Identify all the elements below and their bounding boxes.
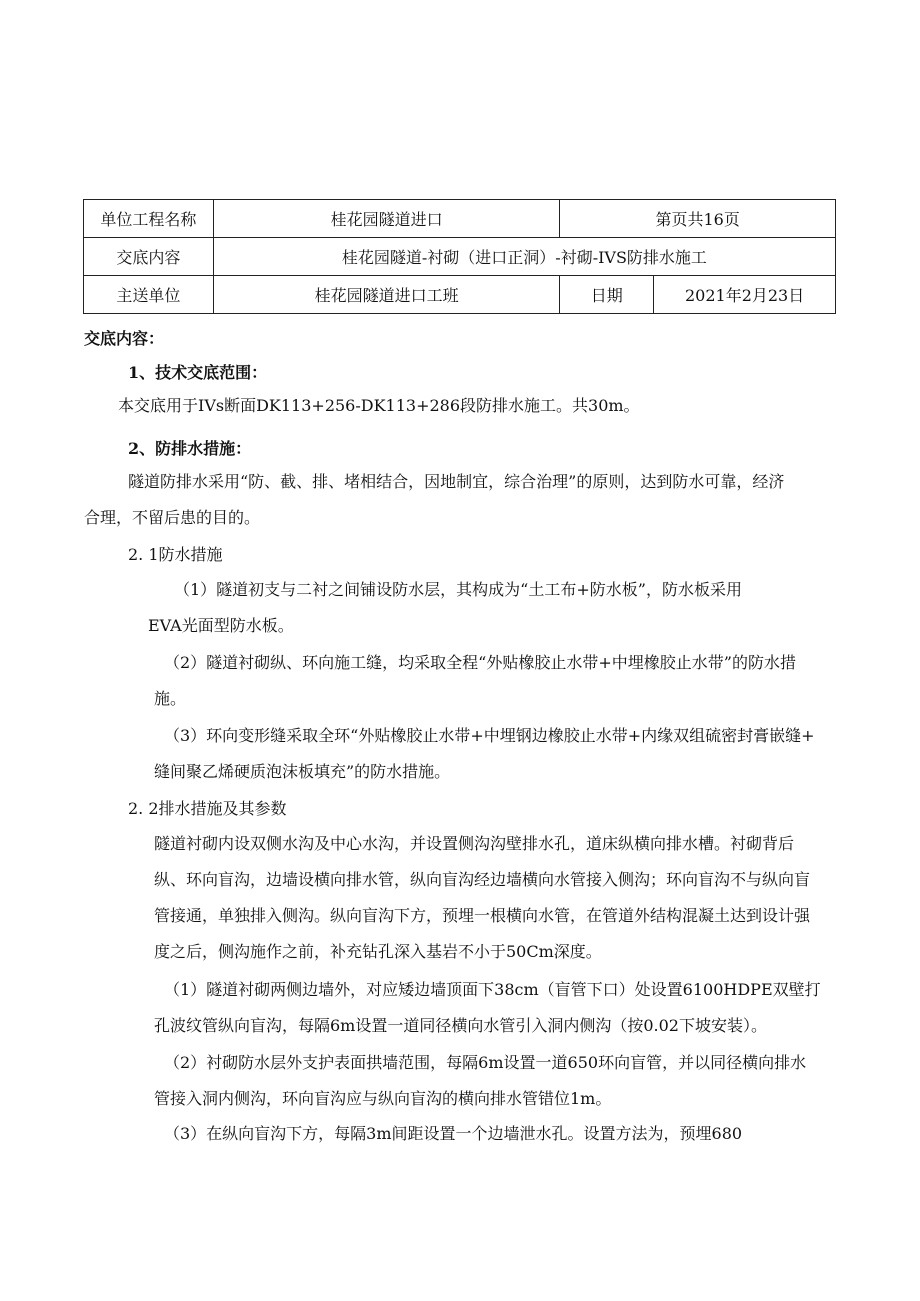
section-1-title: 1、技术交底范围： bbox=[128, 363, 268, 382]
drainage-item-1-line-2: 孔波纹管纵向盲沟，每隔6m设置一道同径横向水管引入洞内侧沟（按0.02下坡安装）。 bbox=[154, 1016, 767, 1035]
section-2-2-title: 2. 2排水措施及其参数 bbox=[128, 799, 287, 818]
page-info: 第页共16页 bbox=[560, 200, 836, 238]
drainage-para-line-4: 度之后，侧沟施作之前，补充钻孔深入基岩不小于50Cm深度。 bbox=[154, 942, 602, 961]
drainage-para-line-2: 纵、环向盲沟，边墙设横向排水管，纵向盲沟经边墙横向水管接入侧沟；环向盲沟不与纵向盲 bbox=[154, 870, 811, 889]
date-label: 日期 bbox=[560, 276, 654, 314]
section-2-para-line-1: 隧道防排水采用“防、截、排、堵相结合，因地制宜，综合治理”的原则，达到防水可靠，经济 bbox=[128, 472, 785, 491]
section-2-title: 2、防排水措施： bbox=[128, 439, 252, 458]
header-table bbox=[83, 199, 836, 314]
section-1-text: 本交底用于IVs断面DK113+256-DK113+286段防排水施工。共30m。 bbox=[118, 396, 640, 415]
waterproof-item-3-line-2: 缝间聚乙烯硬质泡沫板填充”的防水措施。 bbox=[154, 762, 451, 781]
project-name-value: 桂花园隧道进口 bbox=[213, 200, 560, 238]
waterproof-item-3-line-1: （3）环向变形缝采取全环“外贴橡胶止水带+中埋钢边橡胶止水带+内缘双组硫密封膏嵌缝+ bbox=[164, 726, 815, 745]
project-name-label: 单位工程名称 bbox=[84, 200, 214, 238]
content-label: 交底内容 bbox=[84, 238, 214, 276]
drainage-item-2-line-2: 管接入洞内侧沟，环向盲沟应与纵向盲沟的横向排水管错位1m。 bbox=[154, 1089, 612, 1108]
drainage-item-3-line-1: （3）在纵向盲沟下方，每隔3m间距设置一个边墙泄水孔。设置方法为，预埋680 bbox=[164, 1124, 743, 1143]
drainage-para-line-1: 隧道衬砌内设双侧水沟及中心水沟，并设置侧沟沟壁排水孔，道床纵横向排水槽。衬砌背后 bbox=[154, 834, 795, 853]
waterproof-item-2-line-2: 施。 bbox=[154, 689, 187, 708]
recipient-value: 桂花园隧道进口工班 bbox=[213, 276, 560, 314]
date-value: 2021年2月23日 bbox=[654, 276, 836, 314]
content-value: 桂花园隧道-衬砌（进口正洞）-衬砌-IVS防排水施工 bbox=[213, 238, 835, 276]
header-row-recipient bbox=[84, 276, 836, 314]
waterproof-item-2-line-1: （2）隧道衬砌纵、环向施工缝，均采取全程“外贴橡胶止水带+中埋橡胶止水带”的防水措 bbox=[164, 653, 796, 672]
header-row-project bbox=[84, 200, 836, 238]
section-2-1-title: 2. 1防水措施 bbox=[128, 545, 223, 564]
drainage-item-2-line-1: （2）衬砌防水层外支护表面拱墙范围，每隔6m设置一道650环向盲管，并以同径横向排水 bbox=[164, 1053, 807, 1072]
content-heading: 交底内容： bbox=[84, 329, 165, 348]
drainage-para-line-3: 管接通，单独排入侧沟。纵向盲沟下方，预埋一根横向水管，在管道外结构混凝土达到设计强 bbox=[154, 906, 811, 925]
waterproof-item-1-line-2: EVA光面型防水板。 bbox=[148, 616, 294, 635]
drainage-item-1-line-1: （1）隧道衬砌两侧边墙外，对应矮边墙顶面下38cm（盲管下口）处设置6100HDPE双壁打 bbox=[164, 980, 821, 999]
recipient-label: 主送单位 bbox=[84, 276, 214, 314]
waterproof-item-1-line-1: （1）隧道初支与二衬之间铺设防水层，其构成为“土工布+防水板”，防水板采用 bbox=[174, 580, 742, 599]
section-2-para-line-2: 合理，不留后患的目的。 bbox=[84, 508, 261, 527]
header-row-content bbox=[84, 238, 836, 276]
